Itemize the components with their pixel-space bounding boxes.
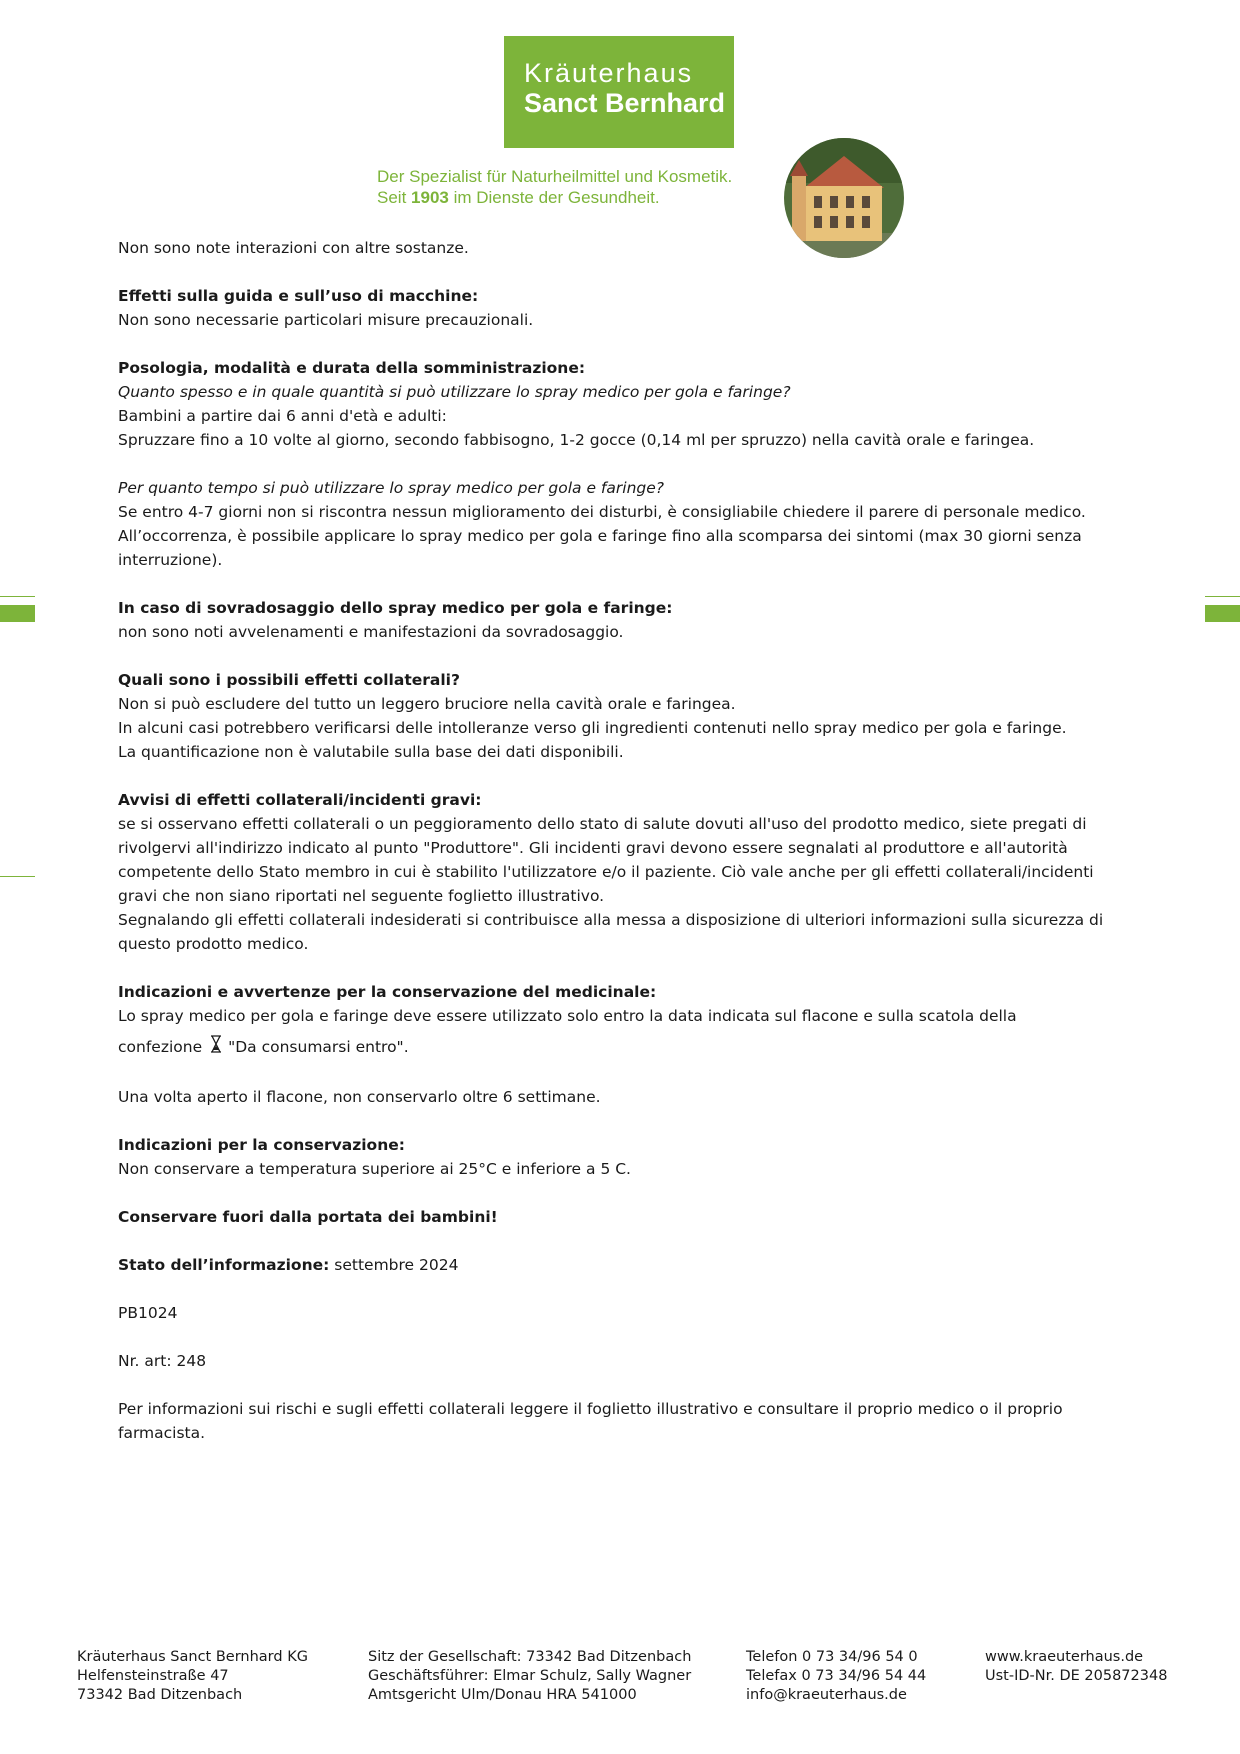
footer-seat: Sitz der Gesellschaft: 73342 Bad Ditzenbach [368,1649,692,1665]
serious-incidents-heading: Avvisi di effetti collaterali/incidenti gravi: [118,791,482,809]
logo-text-line1: Kräuterhaus [524,58,694,88]
conservation-heading: Indicazioni per la conservazione: [118,1136,405,1154]
info-state [118,1253,1128,1277]
dosage-line1: Bambini a partire dai 6 anni d'età e adulti: [118,407,447,425]
footer-vat-id: Ust-ID-Nr. DE 205872348 [985,1668,1168,1684]
tagline-line1: Der Spezialist für Naturheilmittel und Kosmetik. [377,167,733,186]
overdose-heading: In caso di sovradosaggio dello spray medico per gola e faringe: [118,599,673,617]
tagline-pre: Seit [377,188,412,207]
right-edge-line-top [1205,596,1240,597]
final-note: Per informazioni sui rischi e sugli effetti collaterali leggere il foglietto illustrativo e consultare il proprio medico o il proprio farmacista. [118,1400,1063,1442]
footer-register: Amtsgericht Ulm/Donau HRA 541000 [368,1687,637,1703]
duration-line2: All’occorrenza, è possibile applicare lo spray medico per gola e faringe fino alla scomparsa dei sintomi (max 30 giorni senza interruzione). [118,527,1082,569]
storage-line2 [118,1034,1128,1061]
footer-managers: Geschäftsführer: Elmar Schulz, Sally Wagner [368,1668,692,1684]
children-warning: Conservare fuori dalla portata dei bambini! [118,1208,498,1226]
side-effects-line3: La quantificazione non è valutabile sulla base dei dati disponibili. [118,743,624,761]
tagline-post: im Dienste der Gesundheit. [448,188,660,207]
footer-contact [746,1648,926,1705]
serious-incidents-note: Segnalando gli effetti collaterali indesiderati si contribuisce alla messa a disposizione di ulteriori informazioni sulla sicurezza di questo prodotto medico. [118,911,1104,953]
dosage-question: Quanto spesso e in quale quantità si può utilizzare lo spray medico per gola e faringe? [118,383,791,401]
driving-text: Non sono necessarie particolari misure precauzionali. [118,311,534,329]
product-code: PB1024 [118,1304,178,1322]
footer-email: info@kraeuterhaus.de [746,1687,907,1703]
dosage-heading: Posologia, modalità e durata della somministrazione: [118,359,586,377]
storage-line1: Lo spray medico per gola e faringe deve essere utilizzato solo entro la data indicata sul flacone e sulla scatola della [118,1007,1017,1025]
left-edge-line-top [0,596,35,597]
duration-line1: Se entro 4-7 giorni non si riscontra nessun miglioramento dei disturbi, è consigliabile chiedere il parere di personale medico. [118,503,1086,521]
tagline-line2 [377,187,732,208]
conservation-text: Non conservare a temperatura superiore ai 25°C e inferiore a 5 C. [118,1160,631,1178]
storage-line2-post: "Da consumarsi entro". [228,1038,409,1056]
storage-line2-pre: confezione [118,1038,203,1056]
info-state-value: settembre 2024 [329,1256,459,1274]
footer-web [985,1648,1167,1686]
logo-text-line2: Sanct Bernhard [524,88,726,118]
dosage-line2: Spruzzare fino a 10 volte al giorno, secondo fabbisogno, 1-2 gocce (0,14 ml per spruzzo) nella cavità orale e faringea. [118,431,1035,449]
footer-company [77,1648,308,1705]
side-effects-heading: Quali sono i possibili effetti collaterali? [118,671,460,689]
overdose-text: non sono noti avvelenamenti e manifestazioni da sovradosaggio. [118,623,624,641]
storage-opened-text: Una volta aperto il flacone, non conservarlo oltre 6 settimane. [118,1088,601,1106]
side-effects-line1: Non si può escludere del tutto un leggero bruciore nella cavità orale e faringea. [118,695,736,713]
footer-fax: Telefax 0 73 34/96 54 44 [746,1668,927,1684]
interactions-text: Non sono note interazioni con altre sostanze. [118,239,469,257]
tagline-year: 1903 [411,188,449,207]
duration-question: Per quanto tempo si può utilizzare lo spray medico per gola e faringe? [118,479,664,497]
storage-heading: Indicazioni e avvertenze per la conservazione del medicinale: [118,983,657,1001]
company-tagline [377,166,732,208]
article-number: Nr. art: 248 [118,1352,207,1370]
footer-website: www.kraeuterhaus.de [985,1649,1144,1665]
company-logo [504,36,734,148]
serious-incidents-text: se si osservano effetti collaterali o un peggioramento dello stato di salute dovuti all'uso del prodotto medico, siete pregati di rivolgervi all'indirizzo indicato al punto "Produttore". Gli incidenti gravi devono essere segnalati al produttore e all'autorità competente dello Stato membro in cui è stabilito l'utilizzatore e/o il paziente. Ciò vale anche per gli effetti collaterali/incidenti gravi che non siano riportati nel seguente foglietto illustrativo. [118,815,1094,905]
side-effects-line2: In alcuni casi potrebbero verificarsi delle intolleranze verso gli ingredienti contenuti nello spray medico per gola e faringe. [118,719,1067,737]
footer-legal [368,1648,691,1705]
footer-company-name: Kräuterhaus Sanct Bernhard KG [77,1649,308,1665]
footer-street: Helfensteinstraße 47 [77,1668,229,1684]
driving-heading: Effetti sulla guida e sull’uso di macchine: [118,287,479,305]
left-edge-line-bottom [0,876,35,877]
expiry-hourglass-icon [208,1034,224,1061]
footer-city: 73342 Bad Ditzenbach [77,1687,243,1703]
left-edge-marker [0,605,35,622]
leaflet-content [118,236,1128,1469]
info-state-label: Stato dell’informazione: [118,1256,330,1274]
right-edge-marker [1205,605,1240,622]
footer-phone: Telefon 0 73 34/96 54 0 [746,1649,918,1665]
